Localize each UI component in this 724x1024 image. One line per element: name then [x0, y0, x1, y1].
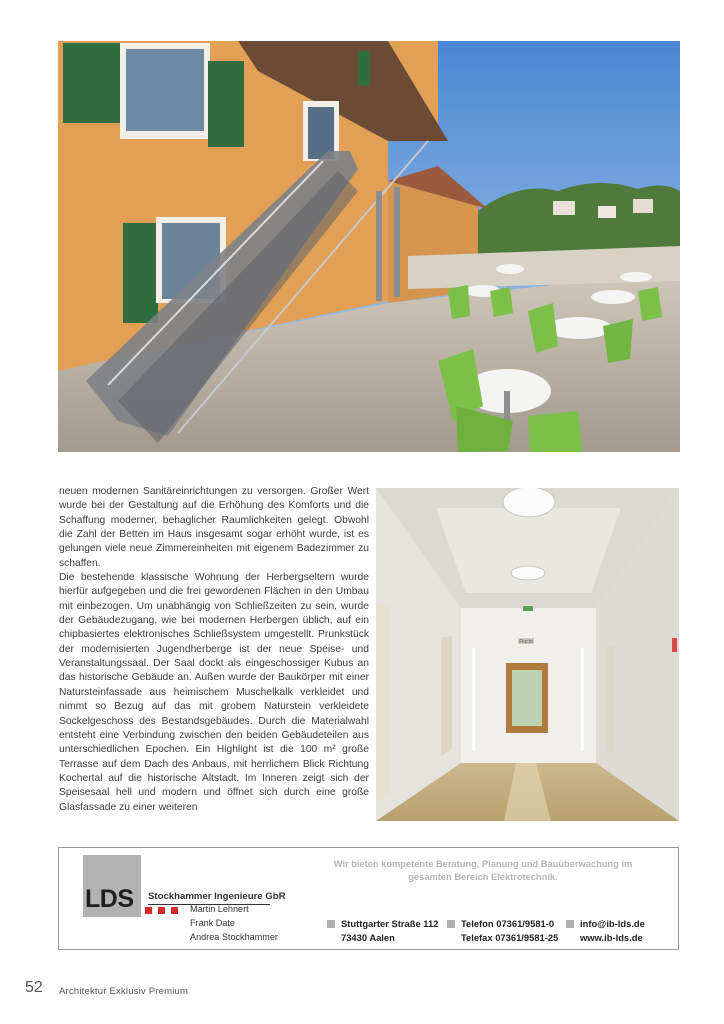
page-number: 52	[25, 979, 43, 996]
company-advertisement	[58, 847, 679, 950]
logo-accent-squares	[145, 907, 178, 914]
corridor-photo	[376, 488, 679, 821]
article-paragraph-2: Die bestehende klassische Wohnung der Herbergseltern wurde hierfür aufgegeben und die frei gewordenen Flächen in den Umbau mit einbezogen. Um unabhängig von Schließzeiten zu sein, wurde der Gebäudezugang, wie bei modernen Herbergen üblich, auf ein chipbasiertes elektronisches Schließsystem umgestellt. Prunkstück der modernisierten Jugendherberge ist der neue Speise- und Veranstaltungssaal. Der Saal dockt als eingeschossiger Kubus an das historische Gebäude an. Außen wurde der Baukörper mit einer Natursteinfassade aus heimischem Muschelkalk verkleidet und nimmt so Bezug auf das mit grobem Naturstein verkleidete Sockelgeschoss des Bestandsgebäudes. Durch die Materialwahl entsteht eine Verbindung zwischen den beiden Gebäudeteilen aus unterschiedlichen Epochen. Ein Highlight ist die 100 m² große Terrasse auf dem Dach des Anbaus, mit herrlichem Blick Richtung Kochertal auf die historische Altstadt. Im Inneren zeigt sich der Speisesaal hell und modern und öffnet sich durch eine große Glasfassade zu einer weiteren	[59, 572, 369, 813]
address-city: 73430 Aalen	[341, 932, 395, 943]
phone-bullet-icon	[447, 920, 455, 928]
contact-person-1: Martin Lehnert	[190, 904, 249, 914]
article-paragraph-1: neuen modernen Sanitäreinrichtungen zu versorgen. Großer Wert wurde bei der Gestaltung auf die Erhöhung des Komforts und die Schaffung moderner, behaglicher Raumlichkeiten gelegt. Obwohl die Zahl der Betten im Haus insgesamt sogar erhöht wurde, ist es gelungen viele neue Zimmereinheiten mit eigenem Badezimmer zu schaffen.	[59, 486, 369, 569]
accent-square	[171, 907, 178, 914]
contact-person-3: Andrea Stockhammer	[190, 932, 278, 942]
address-bullet-icon	[327, 920, 335, 928]
contact-person-2: Frank Date	[190, 918, 235, 928]
address-street: Stuttgarter Straße 112	[341, 918, 439, 929]
terrace-staircase-photo	[58, 41, 680, 452]
company-name: Stockhammer Ingenieure GbR	[148, 891, 286, 902]
article-body	[59, 485, 369, 815]
website-link[interactable]: www.ib-lds.de	[580, 932, 643, 943]
publication-title: Architektur Exklusiv Premium	[59, 986, 189, 997]
phone-number: Telefon 07361/9581-0	[461, 918, 555, 929]
accent-square	[158, 907, 165, 914]
accent-square	[145, 907, 152, 914]
fax-number: Telefax 07361/9581-25	[461, 932, 559, 943]
ad-slogan: Wir bieten kompetente Beratung, Planung und Bauüberwachung im gesamten Bereich Elektrotechnik.	[333, 859, 633, 882]
email-bullet-icon	[566, 920, 574, 928]
corridor-sign: Flucht	[519, 639, 533, 645]
email-link[interactable]: info@ib-lds.de	[580, 918, 645, 929]
company-logo: LDS	[85, 885, 134, 913]
